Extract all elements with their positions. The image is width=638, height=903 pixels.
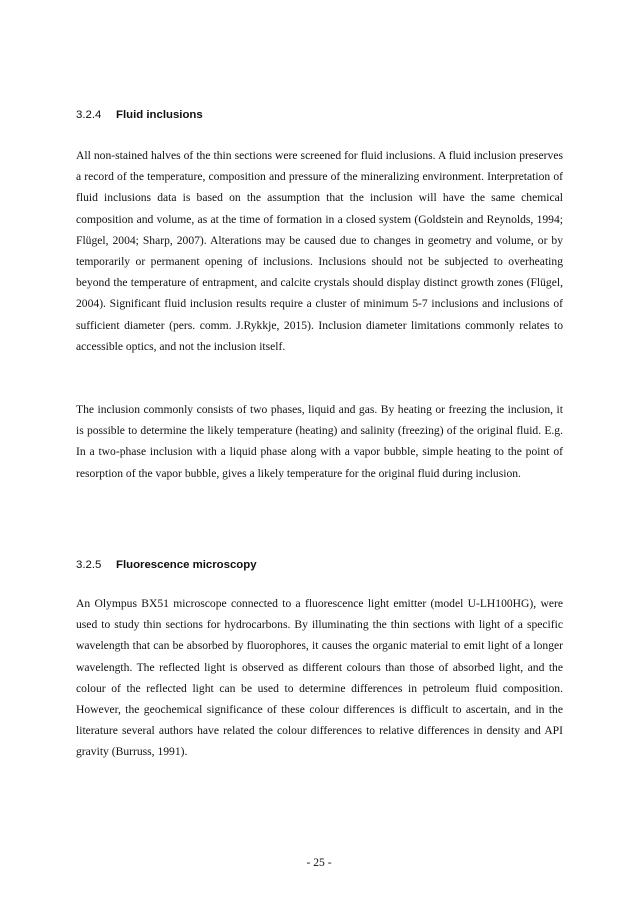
section-title: Fluorescence microscopy — [116, 559, 257, 571]
section-title: Fluid inclusions — [116, 109, 203, 121]
page-number: - 25 - — [306, 856, 332, 869]
section-heading-fluid-inclusions — [76, 109, 203, 121]
paragraph-fluid-inclusions-2: The inclusion commonly consists of two phases, liquid and gas. By heating or freezing the inclusion, it is possible to determine the likely temperature (heating) and salinity (freezing) of the original fluid. E.g. In a two-phase inclusion with a liquid phase along with a vapor bubble, simple heating to the point of resorption of the vapor bubble, gives a likely temperature for the original fluid during inclusion. — [76, 403, 563, 480]
section-number: 3.2.4 — [76, 109, 102, 121]
section-number: 3.2.5 — [76, 559, 102, 571]
paragraph-fluorescence-microscopy: An Olympus BX51 microscope connected to a fluorescence light emitter (model U-LH100HG), were used to study thin sections for hydrocarbons. By illuminating the thin sections with light of a specific wavelength that can be absorbed by fluorophores, it causes the organic material to emit light of a longer wavelength. The reflected light is observed as different colours than those of absorbed light, and the colour of the reflected light can be used to determine differences in petroleum fluid composition. However, the geochemical significance of these colour differences is difficult to ascertain, and in the literature several authors have related the colour differences to relative differences in density and API gravity (Burruss, 1991). — [76, 597, 563, 759]
paragraph-fluid-inclusions-1: All non-stained halves of the thin sections were screened for fluid inclusions. A fluid inclusion preserves a record of the temperature, composition and pressure of the mineralizing environment. Interpretation of fluid inclusions data is based on the assumption that the inclusion will have the same chemical composition and volume, as at the time of formation in a closed system (Goldstein and Reynolds, 1994; Flügel, 2004; Sharp, 2007). Alterations may be caused due to changes in geometry and volume, or by temporarily or permanent opening of inclusions. Inclusions should not be subjected to overheating beyond the temperature of entrapment, and calcite crystals should display distinct growth zones (Flügel, 2004). Significant fluid inclusion results require a cluster of minimum 5-7 inclusions and inclusions of sufficient diameter (pers. comm. J.Rykkje, 2015). Inclusion diameter limitations commonly relates to accessible optics, and not the inclusion itself. — [76, 149, 563, 353]
section-heading-fluorescence-microscopy — [76, 559, 257, 571]
